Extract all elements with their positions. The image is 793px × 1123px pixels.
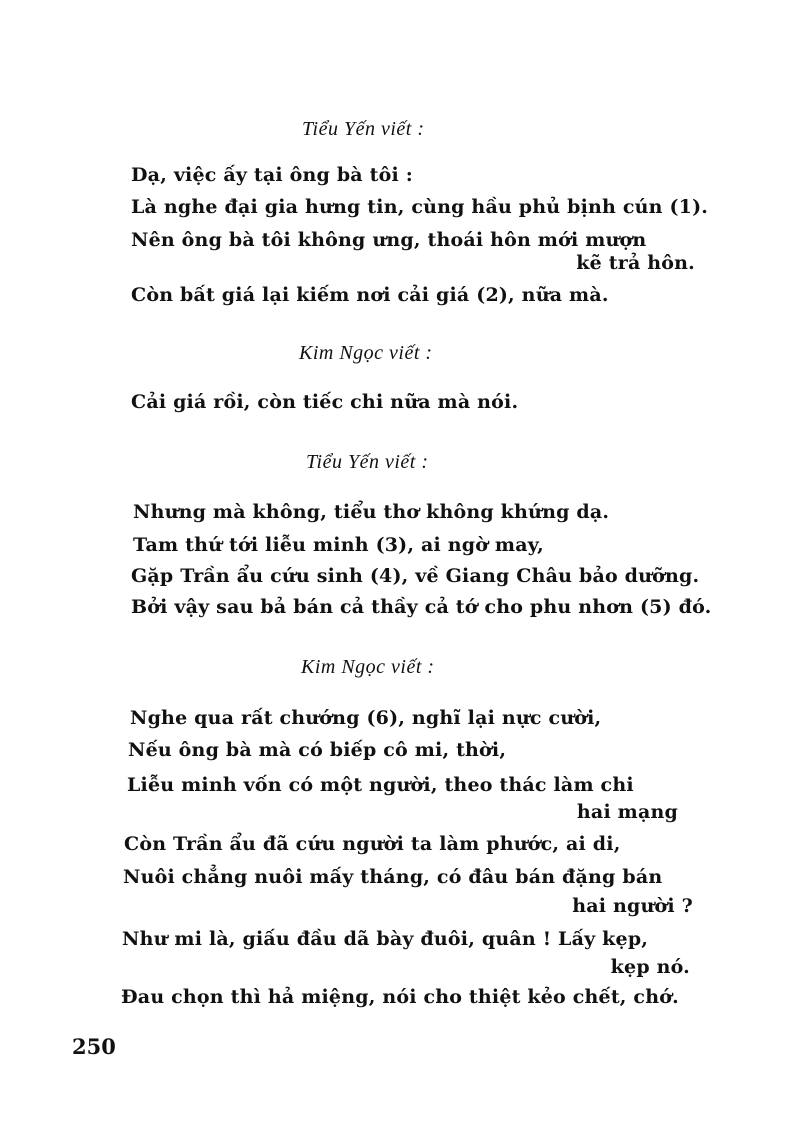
verse-line: Gặp Trần ẩu cứu sinh (4), về Giang Châu bảo dưỡng. [131, 565, 700, 587]
speaker-heading: Tiểu Yến viết : [306, 451, 429, 473]
verse-line: Bởi vậy sau bả bán cả thầy cả tớ cho phu nhơn (5) đó. [131, 596, 712, 618]
verse-line: Nuôi chẳng nuôi mấy tháng, có đâu bán đặng bán [123, 866, 663, 888]
verse-line: Cải giá rồi, còn tiếc chi nữa mà nói. [131, 391, 519, 413]
verse-line: Dạ, việc ấy tại ông bà tôi : [131, 164, 413, 186]
speaker-heading: Kim Ngọc viết : [299, 342, 433, 364]
verse-line: Liễu minh vốn có một người, theo thác làm chi [127, 774, 634, 796]
verse-line-continuation: hai mạng [576, 801, 678, 823]
speaker-heading: Tiểu Yến viết : [302, 118, 425, 140]
verse-line: Đau chọn thì hả miệng, nói cho thiệt kẻo chết, chớ. [121, 986, 679, 1008]
verse-line: Nếu ông bà mà có biếp cô mi, thời, [128, 739, 507, 761]
verse-line: Nhưng mà không, tiểu thơ không khứng dạ. [133, 501, 610, 523]
verse-line-continuation: kẹp nó. [610, 956, 690, 978]
verse-line: Còn bất giá lại kiếm nơi cải giá (2), nữa mà. [131, 284, 609, 306]
verse-line: Nên ông bà tôi không ưng, thoái hôn mới mượn [131, 229, 647, 251]
verse-line-continuation: kẽ trả hôn. [576, 252, 695, 274]
verse-line: Còn Trần ẩu đã cứu người ta làm phước, ai di, [124, 833, 621, 855]
verse-line: Là nghe đại gia hưng tin, cùng hầu phủ bịnh cún (1). [131, 196, 709, 218]
verse-line: Như mi là, giấu đầu dã bày đuôi, quân ! Lấy kẹp, [122, 928, 649, 950]
speaker-heading: Kim Ngọc viết : [301, 656, 435, 678]
page-number: 250 [72, 1034, 116, 1059]
verse-line-continuation: hai người ? [572, 895, 693, 917]
verse-line: Tam thứ tới liễu minh (3), ai ngờ may, [133, 534, 544, 556]
verse-line: Nghe qua rất chướng (6), nghĩ lại nực cười, [130, 707, 602, 729]
